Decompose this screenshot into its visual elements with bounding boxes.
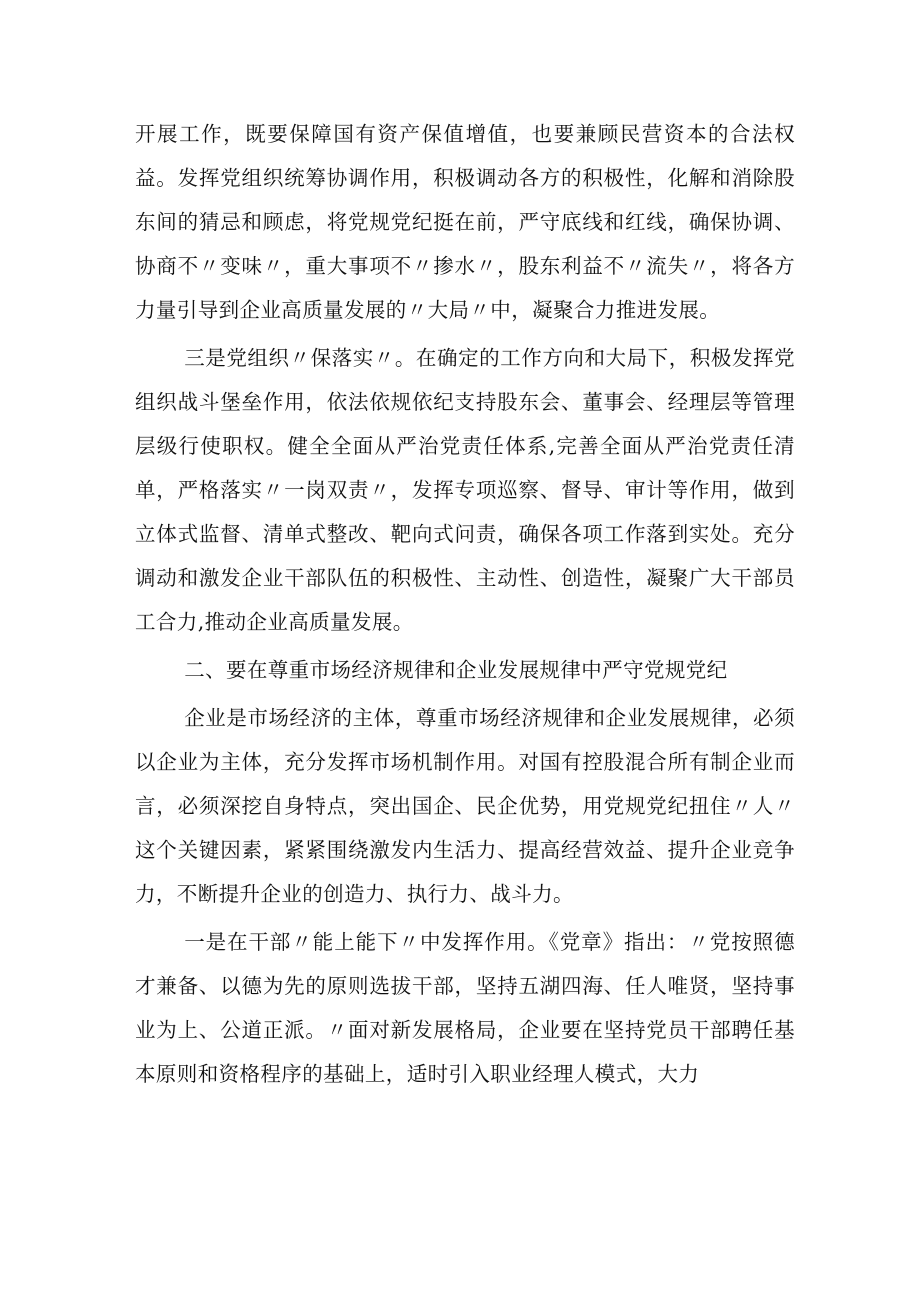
document-body [135,112,795,1096]
paragraph-market-economy: 企业是市场经济的主体，尊重市场经济规律和企业发展规律，必须以企业为主体，充分发挥市场机制作用。对国有控股混合所有制企业而言，必须深挖自身特点，突出国企、民企优势，用党规党纪扭住〃人〃这个关键因素，紧紧围绕激发内生活力、提高经营效益、提升企业竞争力，不断提升企业的创造力、执行力、战斗力。 [135,706,795,906]
paragraph-party-implementation: 三是党组织〃保落实〃。在确定的工作方向和大局下，积极发挥党组织战斗堡垒作用，依法依规依纪支持股东会、董事会、经理层等管理层级行使职权。健全全面从严治党责任体系,完善全面从严治党责任清单，严格落实〃一岗双责〃，发挥专项巡察、督导、审计等作用，做到立体式监督、清单式整改、靶向式问责，确保各项工作落到实处。充分调动和激发企业干部队伍的积极性、主动性、创造性，凝聚广大干部员工合力,推动企业高质量发展。 [135,346,795,634]
section-heading-two: 二、要在尊重市场经济规律和企业发展规律中严守党规党纪 [184,658,728,682]
paragraph-continuation: 开展工作，既要保障国有资产保值增值，也要兼顾民营资本的合法权益。发挥党组织统筹协调作用，积极调动各方的积极性，化解和消除股东间的猜忌和顾虑，将党规党纪挺在前，严守底线和红线，确保协调、协商不〃变味〃，重大事项不〃掺水〃，股东利益不〃流失〃，将各方力量引导到企业高质量发展的〃大局〃中，凝聚合力推进发展。 [135,122,795,322]
paragraph-cadre-promotion: 一是在干部〃能上能下〃中发挥作用。《党章》指出：〃党按照德才兼备、以德为先的原则选拔干部，坚持五湖四海、任人唯贤，坚持事业为上、公道正派。〃面对新发展格局，企业要在坚持党员干部聘任基本原则和资格程序的基础上，适时引入职业经理人模式，大力 [135,930,795,1086]
